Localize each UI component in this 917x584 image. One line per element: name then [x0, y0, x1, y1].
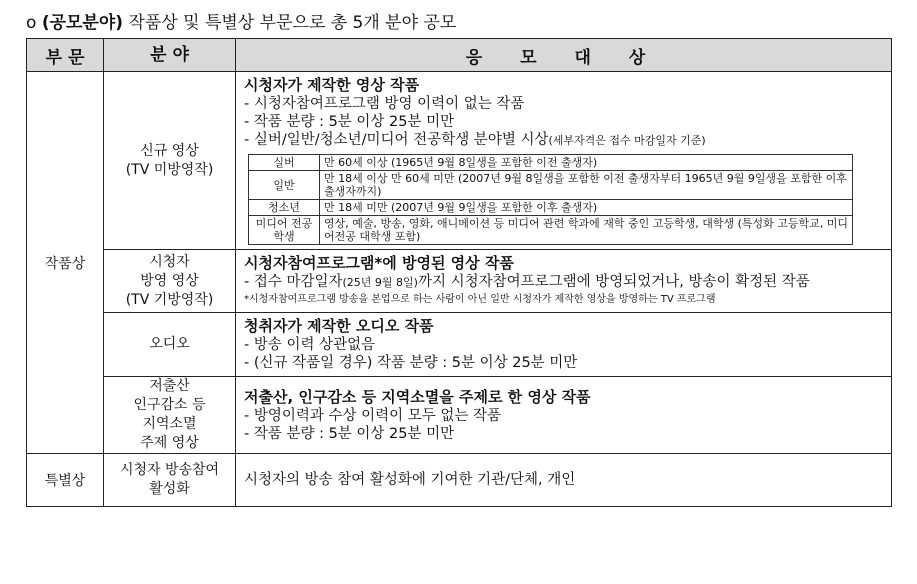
row-line: - 방영이력과 수상 이력이 모두 없는 작품 [244, 407, 501, 424]
table-row-aired-video [27, 250, 892, 313]
section-heading [26, 8, 456, 33]
header-row [27, 39, 892, 72]
row-line: - 방송 이력 상관없음 [244, 337, 376, 353]
sub-key: 미디어 전공학생 [249, 216, 320, 245]
sub-row-youth [249, 200, 853, 216]
eligibility-special: 시청자의 방송 참여 활성화에 기여한 기관/단체, 개인 [236, 454, 892, 507]
sub-value: 만 18세 이상 만 60세 미만 (2007년 9월 8일생을 포함한 이전 출생자부터 1965년 9월 9일생을 포함한 이후 출생자까지) [320, 171, 853, 200]
field-aired-video: 시청자 방영 영상 (TV 기방영작) [104, 250, 236, 313]
row-title: 저출산, 인구감소 등 지역소멸을 주제로 한 영상 작품 [244, 387, 591, 406]
category-special: 특별상 [27, 454, 104, 507]
row-title: 청취자가 제작한 오디오 작품 [244, 317, 434, 335]
row-line: - 실버/일반/청소년/미디어 전공학생 분야별 시상(세부자격은 접수 마감일자 기준) [244, 132, 706, 148]
header-field: 분 야 [104, 39, 236, 72]
header-eligibility: 응 모 대 상 [236, 39, 892, 72]
row-title: 시청자참여프로그램*에 방영된 영상 작품 [244, 254, 514, 272]
sub-key: 실버 [249, 155, 320, 171]
sub-key: 청소년 [249, 200, 320, 216]
table-row-new-video [27, 72, 892, 250]
heading-bold: (공모분야) [41, 13, 124, 33]
footnote: *시청자참여프로그램 방송을 본업으로 하는 사람이 아닌 일반 시청자가 제작한 영상을 방영하는 TV 프로그램 [244, 294, 716, 305]
heading-prefix: o [26, 13, 42, 33]
age-category-table [248, 154, 853, 245]
sub-row-general [249, 171, 853, 200]
row-line: - 시청자참여프로그램 방영 이력이 없는 작품 [244, 96, 525, 112]
sub-row-media-student [249, 216, 853, 245]
contest-fields-table [26, 38, 892, 507]
eligibility-new-video [236, 72, 892, 250]
category-works: 작품상 [27, 72, 104, 454]
sub-value: 영상, 예술, 방송, 영화, 애니메이션 등 미디어 관련 학과에 재학 중인 고등학생, 대학생 (특성화 고등학교, 미디어전공 대학생 포함) [320, 216, 853, 245]
sub-value: 만 60세 이상 (1965년 9월 8일생을 포함한 이전 출생자) [320, 155, 853, 171]
sub-row-silver [249, 155, 853, 171]
table-row-audio [27, 313, 892, 377]
row-line: - (신규 작품일 경우) 작품 분량 : 5분 이상 25분 미만 [244, 355, 578, 371]
heading-rest: 작품상 및 특별상 부문으로 총 5개 분야 공모 [123, 13, 457, 33]
field-low-birth: 저출산 인구감소 등 지역소멸 주제 영상 [104, 377, 236, 454]
table-row-low-birth [27, 377, 892, 454]
header-category: 부 문 [27, 39, 104, 72]
eligibility-audio [236, 313, 892, 377]
field-audio: 오디오 [104, 313, 236, 377]
row-line: - 작품 분량 : 5분 이상 25분 미만 [244, 425, 455, 442]
row-title: 시청자가 제작한 영상 작품 [244, 76, 420, 94]
field-participation: 시청자 방송참여 활성화 [104, 454, 236, 507]
sub-value: 만 18세 미만 (2007년 9월 9일생을 포함한 이후 출생자) [320, 200, 853, 216]
row-line: - 접수 마감일자(25년 9월 8일)까지 시청자참여프로그램에 방영되었거나, 방송이 확정된 작품 [244, 274, 810, 290]
row-line: - 작품 분량 : 5분 이상 25분 미만 [244, 114, 455, 130]
eligibility-aired-video [236, 250, 892, 313]
table-row-special [27, 454, 892, 507]
eligibility-low-birth [236, 377, 892, 454]
field-new-video: 신규 영상 (TV 미방영작) [104, 72, 236, 250]
sub-key: 일반 [249, 171, 320, 200]
